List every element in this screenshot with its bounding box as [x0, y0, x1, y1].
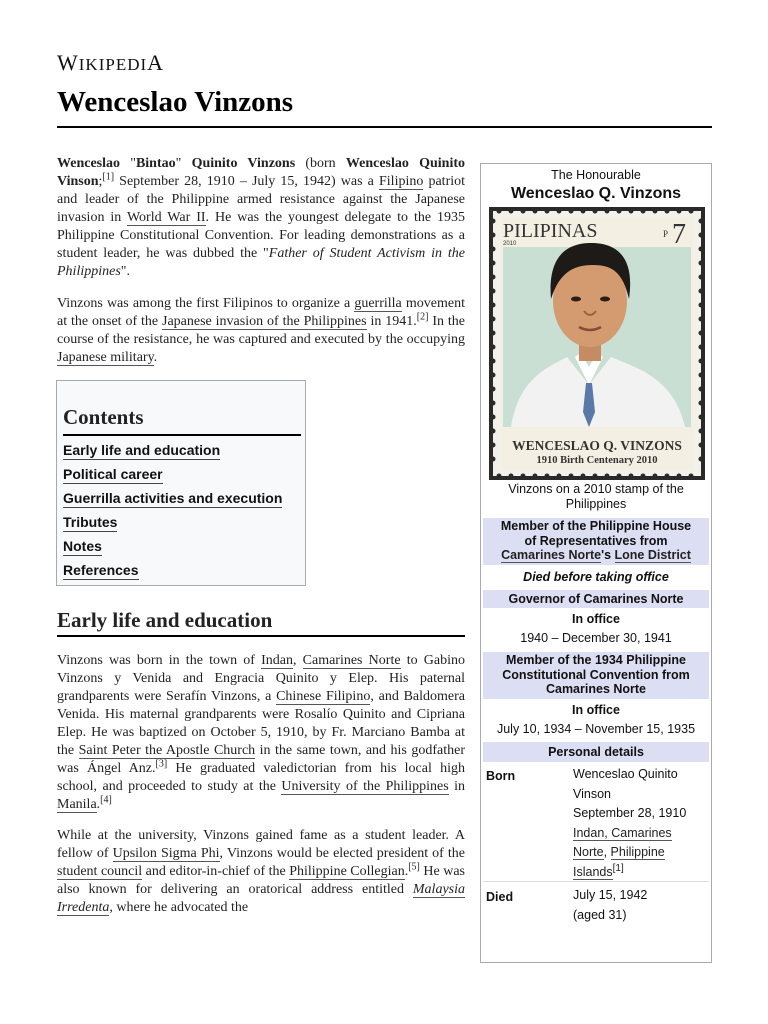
text: ,: [603, 845, 611, 859]
link-world-war-ii[interactable]: World War II: [126, 210, 206, 225]
link-malaysia-irredenta[interactable]: Malaysia Irredenta: [57, 882, 465, 915]
lead-italic-epithet: Father of Student Activism in the Philippines: [57, 246, 466, 279]
section-heading-early-life: Early life and education: [57, 608, 273, 632]
stamp-portrait-image[interactable]: [489, 207, 705, 480]
toc-item-guerrilla-activities[interactable]: Guerrilla activities and execution: [63, 490, 283, 506]
in-office-label-2: In office: [572, 703, 620, 717]
text: in the same town, and his godfather was Ángel Anz.: [57, 743, 465, 776]
link-student-council[interactable]: student council: [57, 864, 143, 879]
born-label: Born: [486, 769, 516, 783]
text: ".: [120, 264, 130, 279]
section-divider: [57, 635, 465, 637]
died-label: Died: [486, 890, 514, 904]
text: While at the university, Vinzons gained fame as a student leader. A fellow of: [57, 828, 465, 861]
text: Constitutional Convention from: [502, 667, 690, 682]
text: , where he advocated the: [109, 900, 249, 915]
stamp-centenary-text: 1910 Birth Centenary 2010: [536, 455, 658, 466]
link-upsilon-sigma-phi[interactable]: Upsilon Sigma Phi: [112, 846, 220, 861]
in-office-label-1: In office: [572, 612, 620, 626]
infobox-honorific: The Honourable: [551, 168, 641, 182]
text: movement at the onset of the: [57, 296, 465, 329]
stamp-caption: Vinzons on a 2010 stamp of the Philippines: [508, 482, 684, 511]
died-age: (aged 31): [573, 907, 627, 922]
infobox: [480, 163, 712, 963]
born-date: September 28, 1910: [573, 806, 687, 820]
toc-divider: [63, 434, 301, 436]
born-value: [573, 765, 705, 882]
text: Member of the 1934 Philippine: [506, 653, 686, 667]
text: ;: [98, 174, 103, 189]
infobox-band-personal-details: Personal details: [483, 742, 709, 762]
term-convention: July 10, 1934 – November 15, 1935: [496, 722, 696, 736]
infobox-divider: [483, 881, 709, 882]
lead-bold-nickname: Bintao: [135, 156, 176, 171]
ref-1-infobox-link[interactable]: [1]: [612, 862, 624, 874]
toc-item-early-life[interactable]: Early life and education: [63, 442, 221, 458]
text: .: [96, 797, 101, 812]
text: to Gabino Vinzons y Venida and Engracia Quinito y Elep. His paternal grandparents were Serafín Vinzons, a: [57, 653, 465, 704]
early-life-paragraph-1: [57, 652, 465, 814]
text: He was also known for delivering an oratorical address entitled: [57, 864, 465, 897]
infobox-name: Wenceslao Q. Vinzons: [510, 185, 682, 202]
stamp-denomination-prefix: P: [663, 229, 669, 239]
text: Camarines Norte: [545, 682, 647, 696]
early-life-paragraph-2: [57, 827, 465, 917]
text: .: [404, 864, 409, 879]
text: , Vinzons would be elected president of the: [219, 846, 466, 861]
text: 's: [601, 548, 615, 562]
toc-item-tributes[interactable]: Tributes: [63, 514, 118, 530]
died-before-office-note: Died before taking office: [523, 570, 669, 584]
link-philippine-collegian[interactable]: Philippine Collegian: [289, 864, 405, 879]
title-divider: [57, 126, 712, 128]
wordmark-a: A: [147, 50, 165, 75]
lead-paragraph: [57, 155, 465, 281]
wikipedia-wordmark[interactable]: [57, 50, 164, 76]
died-value: [573, 886, 705, 925]
stamp-name-text: WENCESLAO Q. VINZONS: [512, 438, 682, 453]
wordmark-w: W: [57, 50, 79, 75]
ref-3-link[interactable]: [3]: [155, 758, 168, 770]
text: Vinzons was born in the town of: [57, 653, 262, 668]
text: . He was the youngest delegate to the 1935 Philippine Constitutional Convention. For leading demonstrations as a student leader, he was dubbed the ": [57, 210, 465, 261]
text: He graduated valedictorian from his local high school, and proceeded to study at the: [57, 761, 465, 794]
term-governor: 1940 – December 30, 1941: [520, 631, 672, 645]
text: September 28, 1910 – July 15, 1942) was a: [114, 174, 379, 189]
ref-1-link[interactable]: [1]: [102, 171, 115, 183]
link-camarines-norte[interactable]: Camarines Norte: [302, 653, 401, 668]
link-filipino[interactable]: Filipino: [379, 174, 424, 189]
stamp-year-text: 2010: [503, 241, 517, 247]
born-name: Wenceslao Quinito Vinson: [573, 767, 678, 801]
infobox-band-convention: [483, 652, 709, 699]
lead-bold-birth-name: Wenceslao Quinito Vinson: [57, 156, 465, 189]
text: in: [448, 779, 466, 794]
text: (born: [295, 156, 346, 171]
text: in 1941.: [366, 314, 417, 329]
link-japanese-military[interactable]: Japanese military: [57, 350, 154, 365]
toc-item-references[interactable]: References: [63, 562, 139, 578]
ref-4-link[interactable]: [4]: [100, 794, 112, 806]
link-indan[interactable]: Indan: [261, 653, 293, 668]
toc-title: Contents: [63, 405, 144, 429]
page-title: Wenceslao Vinzons: [57, 86, 294, 118]
link-chinese-filipino[interactable]: Chinese Filipino: [276, 689, 371, 704]
text: .: [153, 350, 158, 365]
link-saint-peter-church[interactable]: Saint Peter the Apostle Church: [78, 743, 256, 758]
link-camarines-norte-band[interactable]: Camarines Norte: [501, 548, 602, 562]
text: ,: [292, 653, 303, 668]
text: ": [120, 156, 136, 171]
text: patriot and leader of the Philippine armed resistance against the Japanese invasion in: [57, 174, 466, 225]
text: , and Baldomera Venida. His maternal grandparents were Rosalío Quinito and Cipriana Elep. He was baptized on October 5, 1910, by Fr. Marciano Bamba at the: [57, 689, 466, 758]
infobox-band-house-representative: [483, 518, 709, 565]
ref-2-link[interactable]: [2]: [416, 311, 429, 323]
stamp-country-text: PILIPINAS: [503, 220, 598, 242]
link-university-philippines[interactable]: University of the Philippines: [281, 779, 449, 794]
text: and editor-in-chief of the: [142, 864, 290, 879]
lead-bold-surname: Quinito Vinzons: [191, 156, 296, 171]
wordmark-ikipedi: IKIPEDI: [78, 55, 148, 74]
intro-paragraph-2: [57, 295, 465, 367]
ref-5-link[interactable]: [5]: [408, 861, 420, 873]
link-japanese-invasion[interactable]: Japanese invasion of the Philippines: [162, 314, 367, 329]
text: of Representatives from: [524, 533, 668, 548]
text: ": [175, 156, 192, 171]
table-of-contents: [56, 380, 306, 586]
died-date: July 15, 1942: [573, 888, 648, 902]
text: Member of the Philippine House: [500, 519, 692, 533]
lead-bold-given-name: Wenceslao: [57, 156, 120, 171]
text: In the course of the resistance, he was captured and executed by the occupying: [57, 314, 465, 347]
text: Vinzons was among the first Filipinos to organize a: [57, 296, 355, 311]
toc-item-political-career[interactable]: Political career: [63, 466, 163, 482]
link-indan-camarines-norte[interactable]: Indan, Camarines Norte: [573, 825, 672, 859]
toc-item-notes[interactable]: Notes: [63, 538, 102, 554]
link-manila[interactable]: Manila: [57, 797, 97, 812]
stamp-denomination: 7: [672, 219, 686, 250]
infobox-band-governor: Governor of Camarines Norte: [483, 590, 709, 608]
link-philippine-islands[interactable]: Philippine Islands: [573, 845, 665, 879]
link-lone-district[interactable]: Lone District: [614, 548, 691, 562]
link-guerrilla[interactable]: guerrilla: [354, 296, 402, 311]
